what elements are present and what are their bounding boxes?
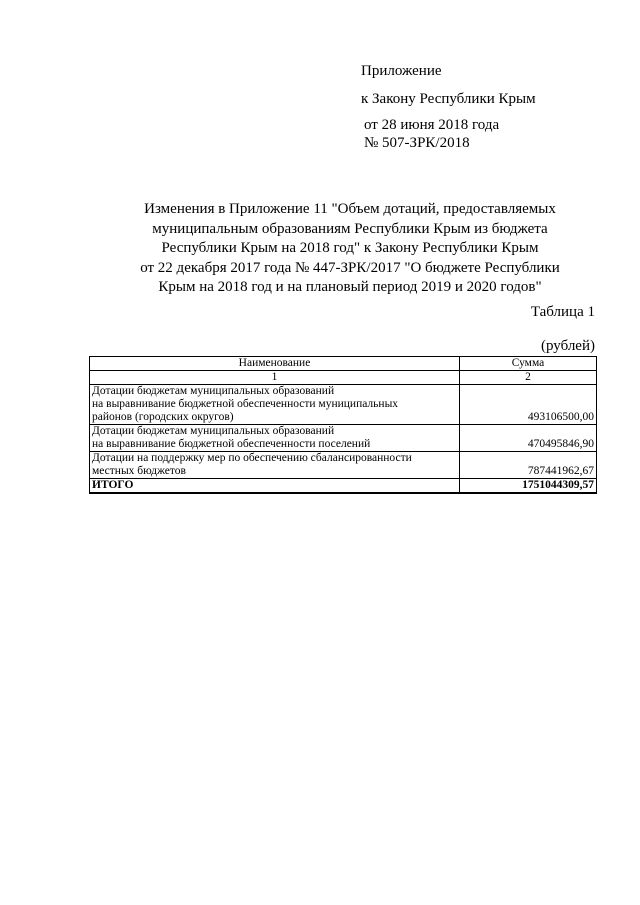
title-line: муниципальным образованиям Республики Крым из бюджета [152,220,548,237]
header-name: Наименование [90,357,460,371]
row-name [90,385,460,425]
title-line: Республики Крым на 2018 год" к Закону Республики Крым [161,240,539,256]
header-sum: Сумма [460,357,597,371]
total-sum: 1751044309,57 [460,479,597,494]
title-line: Крым на 2018 год и на плановый период 2019 и 2020 годов" [158,279,542,295]
appendix-law-ref: к Закону Республики Крым [361,91,536,107]
table-row [90,425,597,452]
subsidies-table [89,356,597,494]
column-number: 2 [460,371,597,385]
row-name-line: Дотации бюджетам муниципальных образований [92,385,335,397]
table-row [90,385,597,425]
table-row [90,452,597,479]
appendix-title: Приложение [361,63,442,79]
row-sum: 493106500,00 [460,385,597,425]
column-number: 1 [90,371,460,385]
document-title [90,200,610,298]
units-label: (рублей) [540,338,595,354]
row-sum: 470495846,90 [460,425,597,452]
row-name-line: на выравнивание бюджетной обеспеченности муниципальных [92,398,399,410]
title-line: Изменения в Приложение 11 "Объем дотаций, предоставляемых [144,201,556,217]
appendix-date: от 28 июня 2018 года [364,117,500,133]
table-header-row [90,357,597,371]
row-name-line: на выравнивание бюджетной обеспеченности поселений [92,438,371,450]
column-number-row [90,371,597,385]
row-name-line: районов (городских округов) [92,411,234,423]
row-name [90,452,460,479]
total-label: ИТОГО [90,479,460,494]
total-row [90,479,597,494]
row-name-line: Дотации бюджетам муниципальных образований [92,425,335,437]
table-label: Таблица 1 [530,304,595,320]
row-name-line: местных бюджетов [92,465,186,477]
row-sum: 787441962,67 [460,452,597,479]
row-name-line: Дотации на поддержку мер по обеспечению сбалансированности [92,452,412,464]
row-name [90,425,460,452]
appendix-number: № 507-ЗРК/2018 [364,135,470,151]
title-line: от 22 декабря 2017 года № 447-ЗРК/2017 "О бюджете Республики [140,259,560,276]
